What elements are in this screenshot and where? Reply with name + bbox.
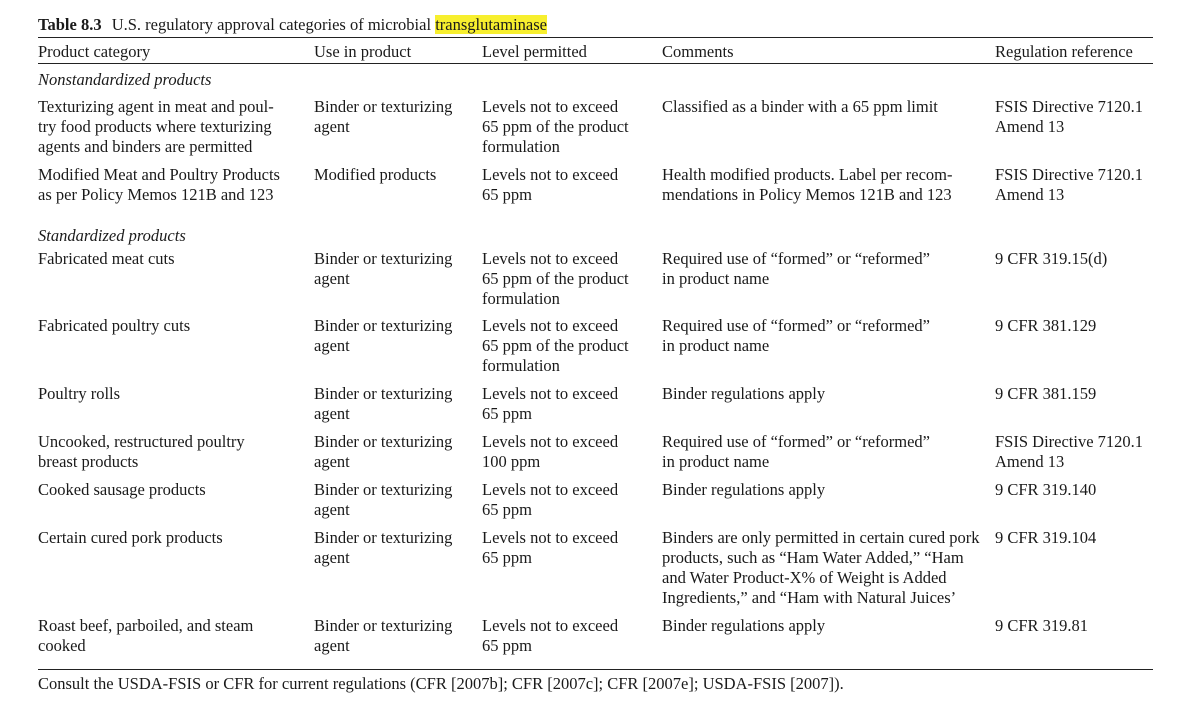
cell-reference [995,528,1096,548]
cell-line: agent [314,548,350,567]
cell-line: agent [314,336,350,355]
cell-comments [662,97,938,117]
cell-use [314,616,452,656]
cell-level [482,97,629,157]
header-regulation-reference: Regulation reference [995,42,1133,61]
cell-line: breast products [38,452,139,471]
cell-line: 65 ppm of the product [482,117,629,136]
cell-line: Binder or texturizing [314,97,453,116]
cell-line: in product name [662,452,770,471]
cell-reference [995,249,1107,269]
cell-comments [662,384,825,404]
cell-line: Binders are only permitted in certain cured pork [662,528,980,547]
cell-use [314,480,452,520]
cell-level [482,528,618,568]
cell-line: Texturizing agent in meat and poul- [38,97,274,116]
cell-line: Ingredients,” and “Ham with Natural Juices’ [662,588,957,607]
cell-comments [662,165,952,205]
cell-line: Binder or texturizing [314,316,453,335]
cell-line: 65 ppm of the product [482,269,629,288]
header-use-in-product: Use in product [314,42,412,61]
cell-reference [995,97,1143,137]
cell-line: 9 CFR 381.159 [995,384,1097,403]
cell-reference [995,432,1143,472]
cell-line: 9 CFR 319.140 [995,480,1097,499]
cell-line: Levels not to exceed [482,249,619,268]
cell-line: agent [314,636,350,655]
cell-line: Levels not to exceed [482,97,619,116]
cell-line: Fabricated meat cuts [38,249,175,268]
cell-level [482,384,618,424]
cell-line: 9 CFR 319.104 [995,528,1097,547]
cell-use [314,97,452,137]
highlighted-term: transglutaminase [435,15,547,34]
cell-line: Binder or texturizing [314,432,453,451]
cell-line: Binder or texturizing [314,384,453,403]
header-rule [38,63,1153,64]
cell-line: Required use of “formed” or “reformed” [662,432,930,451]
cell-line: formulation [482,137,560,156]
cell-category [38,97,274,157]
cell-comments [662,316,930,356]
cell-comments [662,432,930,472]
cell-line: agent [314,404,350,423]
cell-use [314,528,452,568]
cell-reference [995,316,1096,336]
cell-line: Amend 13 [995,117,1065,136]
cell-line: 65 ppm of the product [482,336,629,355]
cell-use [314,165,436,185]
cell-line: Binder or texturizing [314,616,453,635]
cell-line: 65 ppm [482,500,532,519]
header-level-permitted: Level permitted [482,42,587,61]
cell-line: Required use of “formed” or “reformed” [662,316,930,335]
cell-use [314,316,452,356]
header-product-category: Product category [38,42,151,61]
cell-line: cooked [38,636,86,655]
cell-line: 65 ppm [482,404,532,423]
cell-line: Levels not to exceed [482,316,619,335]
cell-line: 65 ppm [482,185,532,204]
cell-line: Uncooked, restructured poultry [38,432,245,451]
cell-line: agent [314,452,350,471]
cell-line: in product name [662,269,770,288]
cell-line: FSIS Directive 7120.1 [995,165,1144,184]
cell-line: in product name [662,336,770,355]
cell-line: Levels not to exceed [482,165,619,184]
cell-line: Modified products [314,165,437,184]
cell-line: 9 CFR 381.129 [995,316,1097,335]
cell-line: FSIS Directive 7120.1 [995,97,1144,116]
cell-line: formulation [482,289,560,308]
cell-line: Levels not to exceed [482,432,619,451]
cell-line: agent [314,269,350,288]
cell-line: Levels not to exceed [482,528,619,547]
cell-category [38,616,253,656]
cell-line: Levels not to exceed [482,616,619,635]
cell-level [482,316,629,376]
table-caption [38,15,547,35]
cell-line: Certain cured pork products [38,528,223,547]
section-title: Nonstandardized products [38,70,212,89]
cell-line: as per Policy Memos 121B and 123 [38,185,274,204]
cell-line: Levels not to exceed [482,384,619,403]
cell-line: Cooked sausage products [38,480,206,499]
cell-line: FSIS Directive 7120.1 [995,432,1144,451]
cell-line: Health modified products. Label per recom- [662,165,953,184]
cell-line: Fabricated poultry cuts [38,316,191,335]
cell-level [482,249,629,309]
section-title: Standardized products [38,226,186,245]
cell-line: Binder or texturizing [314,480,453,499]
cell-line: Classified as a binder with a 65 ppm limit [662,97,938,116]
cell-line: 9 CFR 319.15(d) [995,249,1108,268]
cell-reference [995,165,1143,205]
cell-line: agent [314,500,350,519]
table-footnote: Consult the USDA-FSIS or CFR for current regulations (CFR [2007b]; CFR [2007c]; CFR [2007e]; USDA-FSIS [2007]). [38,674,844,693]
cell-line: 9 CFR 319.81 [995,616,1089,635]
cell-category [38,528,223,548]
cell-line: Amend 13 [995,185,1065,204]
cell-line: Roast beef, parboiled, and steam [38,616,254,635]
cell-line: Levels not to exceed [482,480,619,499]
table-number: Table 8.3 [38,15,102,34]
cell-use [314,249,452,289]
cell-line: Poultry rolls [38,384,121,403]
cell-line: formulation [482,356,560,375]
cell-reference [995,616,1088,636]
cell-line: 65 ppm [482,636,532,655]
cell-line: 65 ppm [482,548,532,567]
cell-line: and Water Product-X% of Weight is Added [662,568,947,587]
cell-level [482,480,618,520]
bottom-rule [38,669,1153,670]
cell-use [314,432,452,472]
cell-category [38,249,175,269]
header-comments: Comments [662,42,734,61]
cell-line: try food products where texturizing [38,117,272,136]
cell-level [482,616,618,656]
cell-line: 100 ppm [482,452,541,471]
cell-level [482,432,618,472]
cell-use [314,384,452,424]
cell-line: products, such as “Ham Water Added,” “Ham [662,548,964,567]
cell-line: Binder or texturizing [314,528,453,547]
cell-reference [995,384,1096,404]
cell-comments [662,249,930,289]
cell-comments [662,616,825,636]
cell-category [38,316,190,336]
cell-line: Modified Meat and Poultry Products [38,165,280,184]
table-title: U.S. regulatory approval categories of microbial [111,15,432,34]
cell-category [38,384,120,404]
cell-category [38,432,245,472]
cell-line: mendations in Policy Memos 121B and 123 [662,185,952,204]
cell-line: Binder regulations apply [662,616,826,635]
cell-line: Binder regulations apply [662,384,826,403]
cell-line: Binder or texturizing [314,249,453,268]
top-rule [38,37,1153,38]
cell-reference [995,480,1096,500]
cell-line: Required use of “formed” or “reformed” [662,249,930,268]
cell-comments [662,480,825,500]
cell-line: Amend 13 [995,452,1065,471]
cell-comments [662,528,980,608]
cell-category [38,165,280,205]
cell-category [38,480,206,500]
cell-line: agent [314,117,350,136]
cell-line: agents and binders are permitted [38,137,253,156]
cell-line: Binder regulations apply [662,480,826,499]
cell-level [482,165,618,205]
